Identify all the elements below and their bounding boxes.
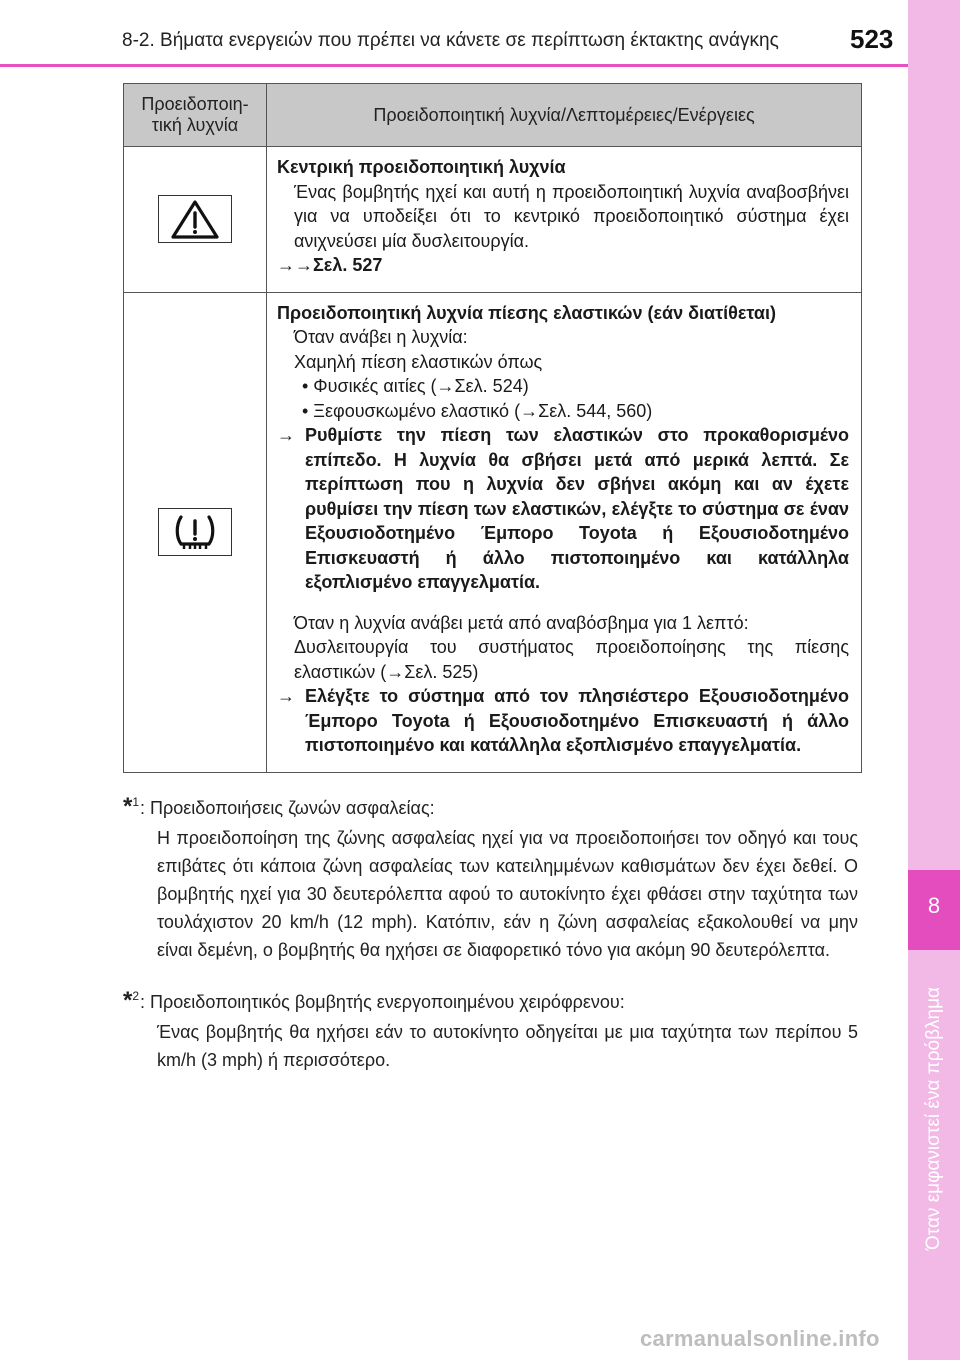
header-divider	[0, 64, 908, 67]
light-title: Κεντρική προειδοποιητική λυχνία	[277, 157, 566, 177]
light-description: Ένας βομβητής ηχεί και αυτή η προειδοποιητική λυχνία αναβοσβήνει για να υποδείξει ότι το κεντρικό προειδοποιητικό σύστημα έχει ανιχνεύσει μία δυσλειτουργία.	[294, 181, 849, 251]
table-row	[124, 292, 862, 772]
watermark: carmanualsonline.info	[640, 1326, 880, 1351]
icon-cell	[124, 147, 267, 293]
footnote-1	[123, 794, 858, 964]
table-header-row	[124, 84, 862, 147]
light-title: Προειδοποιητική λυχνία πίεσης ελαστικών (εάν διατίθεται)	[277, 302, 776, 323]
chapter-title-text: Όταν εμφανιστεί ένα πρόβλημα	[923, 986, 944, 1250]
cause-text: Δυσλειτουργία του συστήματος προειδοποίησης της πίεσης ελαστικών (→Σελ. 525)	[294, 637, 849, 682]
footnote-number: 1	[132, 795, 140, 809]
arrow-icon: →	[277, 425, 295, 445]
footnote-title: : Προειδοποιητικός βομβητής ενεργοποιημένου χειρόφρενου:	[140, 992, 625, 1012]
arrow-icon: →	[277, 686, 295, 706]
page-link: →Σελ. 527	[295, 255, 383, 275]
chapter-number: 8	[927, 893, 941, 918]
action-text: Ρυθμίστε την πίεση των ελαστικών στο προκαθορισμένο επίπεδο. Η λυχνία θα σβήσει μετά από μερικά λεπτά. Σε περίπτωση που η λυχνία δεν σβήνει ακόμη και αν έχετε ρυθμίσει την πίεση των ελαστικών, ελέγξτε το σύστημα σε έναν Εξουσιοδοτημένο Έμπορο Toyota ή Εξουσιοδοτημένο Επισκευαστή ή άλλο πιστοποιημένο και κατάλληλα εξοπλισμένο επαγγελματία.	[305, 425, 849, 592]
action-block	[277, 684, 849, 758]
tire-pressure-warning-icon	[158, 508, 232, 556]
column-header-light: Προειδοποιη-τική λυχνία	[124, 84, 267, 147]
page-number: 523	[850, 24, 894, 54]
master-warning-triangle-icon	[158, 195, 232, 243]
footnote-number: 2	[132, 989, 140, 1003]
table-row	[124, 147, 862, 293]
warning-lights-table	[123, 83, 862, 773]
footnote-marker: *	[123, 793, 133, 820]
chapter-title	[925, 960, 945, 1250]
footnote-body: Η προειδοποίηση της ζώνης ασφαλείας ηχεί για να προειδοποιήσει τον οδηγό και τους επιβάτες ότι κάποια ζώνη ασφαλείας των κατειλημμένων καθισμάτων δεν έχει δεθεί. Ο βομβητής ηχεί για 30 δευτερόλεπτα αφού το αυτοκίνητο έχει φθάσει στην ταχύτητα των τουλάχιστον 20 km/h (12 mph). Κατόπιν, εάν η ζώνη ασφαλείας εξακολουθεί να μην είναι δεμένη, ο βομβητής θα ηχήσει σε διαφορετικό τόνο για ακόμη 90 δευτερόλεπτα.	[157, 828, 858, 960]
condition-text: Όταν η λυχνία ανάβει μετά από αναβόσβημα για 1 λεπτό:	[294, 612, 749, 633]
footnote-marker: *	[123, 987, 133, 1014]
footnote-title: : Προειδοποιήσεις ζωνών ασφαλείας:	[140, 798, 435, 818]
details-cell	[267, 292, 862, 772]
page-reference[interactable]	[277, 253, 849, 278]
footnote-body: Ένας βομβητής θα ηχήσει εάν το αυτοκίνητο οδηγείται με μια ταχύτητα των περίπου 5 km/h (3 mph) ή περισσότερο.	[157, 1022, 858, 1070]
action-block	[277, 423, 849, 595]
details-cell	[267, 147, 862, 293]
column-header-details: Προειδοποιητική λυχνία/Λεπτομέρειες/Ενέργειες	[267, 84, 862, 147]
arrow-icon: →	[277, 255, 295, 275]
section-title: 8-2. Βήματα ενεργειών που πρέπει να κάνετε σε περίπτωση έκτακτης ανάγκης	[122, 30, 779, 51]
condition-text: Όταν ανάβει η λυχνία:	[294, 327, 468, 347]
cause-text: Χαμηλή πίεση ελαστικών όπως	[294, 351, 543, 372]
footnote-2	[123, 988, 858, 1074]
action-text: Ελέγξτε το σύστημα από τον πλησιέστερο Εξουσιοδοτημένο Έμπορο Toyota ή Εξουσιοδοτημένο Επισκευαστή ή άλλο πιστοποιημένο και κατάλληλα εξοπλισμένο επαγγελματία.	[305, 686, 849, 755]
list-item: • Φυσικές αιτίες (→Σελ. 524)	[302, 376, 529, 396]
icon-cell	[124, 292, 267, 772]
list-item: • Ξεφουσκωμένο ελαστικό (→Σελ. 544, 560)	[302, 400, 653, 421]
